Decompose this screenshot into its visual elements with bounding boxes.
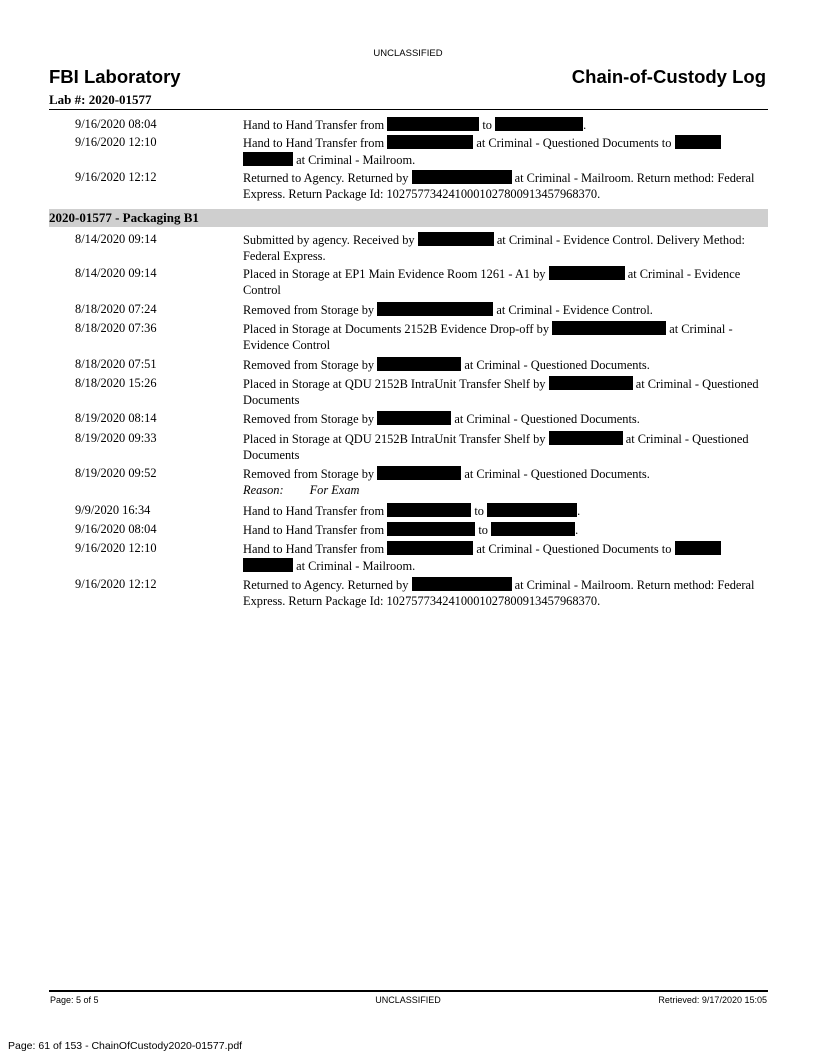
entry-date: 8/19/2020 09:52 [75, 466, 157, 480]
entry-description: Removed from Storage by at Criminal - Evidence Control. [243, 303, 653, 317]
redaction-box [387, 135, 473, 149]
redaction-box [549, 431, 623, 445]
redaction-box [495, 117, 583, 131]
redaction-box [412, 170, 512, 184]
entry-description: Placed in Storage at Documents 2152B Evidence Drop-off by at Criminal - Evidence Control [243, 322, 733, 352]
redaction-box [377, 411, 451, 425]
entry-date: 9/16/2020 12:12 [75, 170, 157, 184]
entry-description: Returned to Agency. Returned by at Criminal - Mailroom. Return method: Federal Express. Return Package Id: 1027577342410001027800913457968370. [243, 578, 755, 608]
redaction-box [387, 541, 473, 555]
entry-description: Removed from Storage by at Criminal - Questioned Documents. [243, 412, 640, 426]
entry-date: 8/18/2020 07:24 [75, 302, 157, 316]
entry-description: Hand to Hand Transfer from to . [243, 523, 579, 537]
header-rule [49, 109, 768, 110]
classification-header: UNCLASSIFIED [373, 48, 443, 59]
entry-date: 9/16/2020 08:04 [75, 522, 157, 536]
redaction-box [675, 135, 721, 149]
entry-description: Placed in Storage at QDU 2152B IntraUnit Transfer Shelf by at Criminal - Questioned Documents [243, 377, 759, 407]
entry-date: 9/16/2020 08:04 [75, 117, 157, 131]
entry-description: Hand to Hand Transfer from at Criminal - Questioned Documents to at Criminal - Mailroom. [243, 541, 765, 574]
entry-date: 9/16/2020 12:10 [75, 135, 157, 149]
entry-description: Placed in Storage at EP1 Main Evidence Room 1261 - A1 by at Criminal - Evidence Control [243, 267, 741, 297]
redaction-box [387, 117, 479, 131]
redaction-box [549, 266, 625, 280]
entry-description: Returned to Agency. Returned by at Criminal - Mailroom. Return method: Federal Express. Return Package Id: 1027577342410001027800913457968370. [243, 171, 755, 201]
section-title: 2020-01577 - Packaging B1 [49, 210, 199, 225]
entry-date: 9/16/2020 12:10 [75, 541, 157, 555]
redaction-box [387, 522, 475, 536]
entry-date: 8/19/2020 08:14 [75, 411, 157, 425]
lab-number: Lab #: 2020-01577 [49, 92, 152, 107]
entry-date: 8/14/2020 09:14 [75, 232, 157, 246]
redaction-box [377, 302, 493, 316]
redaction-box [487, 503, 577, 517]
page-number: Page: 5 of 5 [50, 995, 99, 1005]
entry-date: 8/19/2020 09:33 [75, 431, 157, 445]
entry-date: 8/18/2020 07:51 [75, 357, 157, 371]
log-title: Chain-of-Custody Log [571, 66, 766, 87]
redaction-box [412, 577, 512, 591]
classification-footer: UNCLASSIFIED [375, 995, 441, 1005]
redaction-box [491, 522, 575, 536]
section-header [49, 209, 768, 227]
entry-description: Hand to Hand Transfer from to . [243, 504, 581, 518]
reason-line: Reason: For Exam [243, 482, 360, 497]
redaction-box [418, 232, 494, 246]
entry-description: Removed from Storage by at Criminal - Questioned Documents. [243, 358, 650, 372]
entry-date: 8/18/2020 15:26 [75, 376, 157, 390]
entry-description: Placed in Storage at QDU 2152B IntraUnit Transfer Shelf by at Criminal - Questioned Documents [243, 432, 749, 462]
redaction-box [377, 357, 461, 371]
entry-description: Hand to Hand Transfer from to . [243, 118, 587, 132]
entry-date: 8/18/2020 07:36 [75, 321, 157, 335]
entry-date: 9/9/2020 16:34 [75, 503, 151, 517]
redaction-box [387, 503, 471, 517]
retrieved-date: Retrieved: 9/17/2020 15:05 [658, 995, 767, 1005]
entry-date: 8/14/2020 09:14 [75, 266, 157, 280]
entry-date: 9/16/2020 12:12 [75, 577, 157, 591]
entry-description: Submitted by agency. Received by at Criminal - Evidence Control. Delivery Method: Federal Express. [243, 233, 745, 263]
redaction-box [549, 376, 633, 390]
redaction-box [377, 466, 461, 480]
redaction-box [675, 541, 721, 555]
redaction-box [552, 321, 666, 335]
entry-description: Hand to Hand Transfer from at Criminal - Questioned Documents to at Criminal - Mailroom. [243, 135, 765, 168]
redaction-box [243, 558, 293, 572]
entry-description: Removed from Storage by at Criminal - Questioned Documents. Reason: For Exam [243, 467, 650, 497]
pdf-page-label: Page: 61 of 153 - ChainOfCustody2020-01577.pdf [8, 1040, 243, 1052]
redaction-box [243, 152, 293, 166]
footer-rule [49, 990, 768, 992]
lab-title: FBI Laboratory [49, 66, 181, 87]
